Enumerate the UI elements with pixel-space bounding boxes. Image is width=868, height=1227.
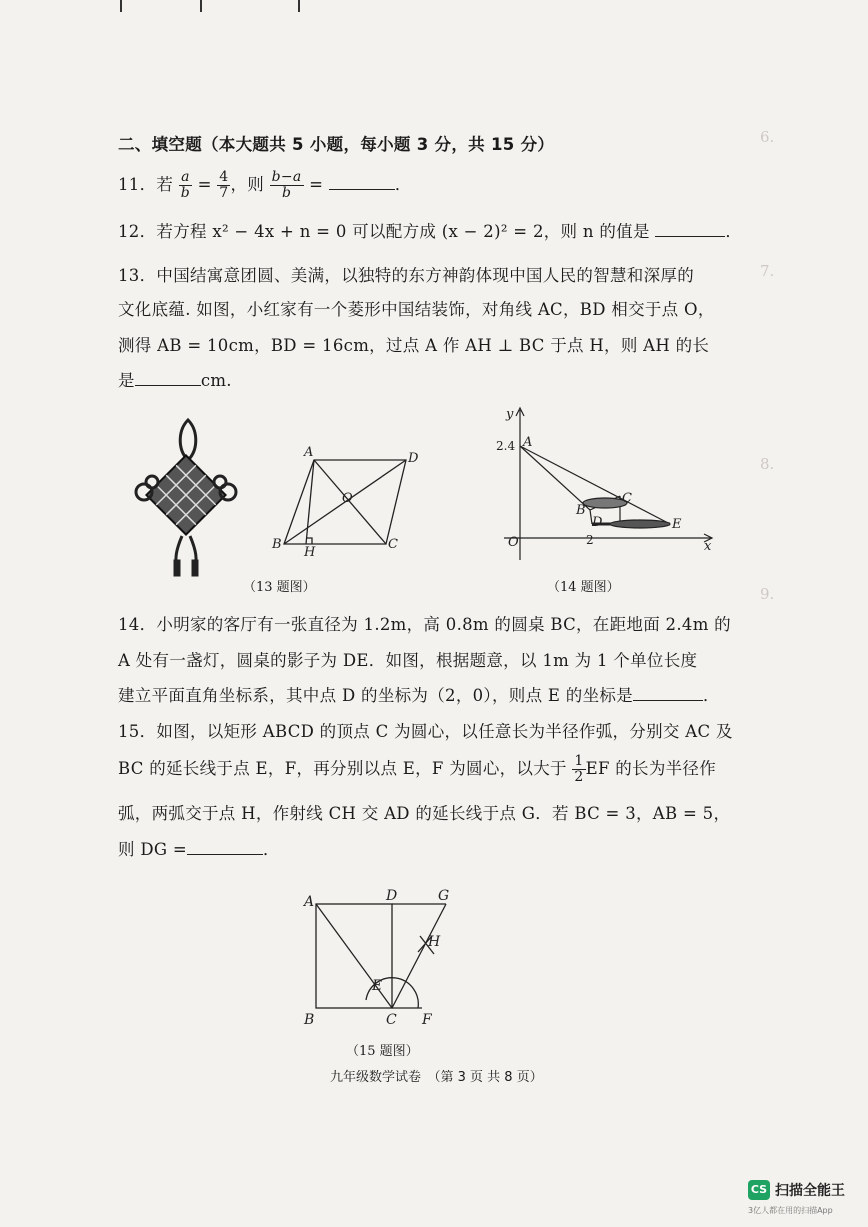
x-tick-label: 2 (586, 533, 594, 547)
chinese-knot-icon (136, 420, 236, 576)
answer-blank-13[interactable] (135, 369, 201, 386)
point-label-H: H (304, 545, 316, 560)
question-13-line-1: 13．中国结寓意团圆、美满，以独特的东方神韵体现中国人民的智慧和深厚的 (118, 266, 694, 285)
axis-label-y: y (506, 407, 514, 422)
point-label-F: F (422, 1012, 432, 1028)
point-label-B: B (272, 537, 282, 552)
scanner-watermark (748, 1178, 860, 1218)
fraction-4-over-7: $\frac{4}{7}$ (219, 169, 229, 201)
figure-15 (296, 884, 476, 1034)
point-label-D: D (408, 451, 418, 466)
figure-15-caption: （15 题图） (346, 1044, 419, 1059)
figure-13-caption: （13 题图） (243, 580, 316, 595)
page-footer: 九年级数学试卷 （第 3 页 共 8 页） (330, 1070, 543, 1085)
point-label-D: D (386, 888, 398, 904)
question-15-line-3: 弧，两弧交于点 H，作射线 CH 交 AD 的延长线于点 G．若 BC = 3，AB = 5， (118, 804, 731, 823)
bleed-through-text: 9. (760, 585, 775, 603)
question-14-line-1: 14．小明家的客厅有一张直径为 1.2m，高 0.8m 的圆桌 BC，在距地面 2.4m 的 (118, 615, 731, 634)
point-label-E: E (672, 517, 682, 532)
answer-blank-11[interactable] (329, 173, 395, 190)
figure-13 (128, 410, 418, 590)
figure-14-caption: （14 题图） (547, 580, 620, 595)
fraction-one-half: $\frac{1}{2}$ (574, 753, 584, 785)
point-label-O: O (508, 535, 519, 550)
fraction-a-over-b: $\frac{a}{b}$ (180, 169, 191, 201)
point-label-E: E (372, 978, 383, 994)
watermark-tagline: 3亿人都在用的扫描App (748, 1206, 833, 1215)
point-label-C: C (622, 491, 632, 506)
section-title: 二、填空题（本大题共 5 小题，每小题 3 分，共 15 分） (118, 135, 555, 154)
point-label-C: C (386, 1012, 397, 1028)
point-label-G: G (438, 888, 450, 904)
bleed-through-text: 7. (760, 262, 775, 280)
axis-label-x: x (704, 539, 712, 554)
question-13-line-4: 是 cm. (118, 371, 232, 390)
point-label-A: A (304, 445, 314, 460)
fraction-b-minus-a-over-b: $\frac{b-a}{b}$ (271, 169, 302, 201)
answer-blank-14[interactable] (633, 684, 703, 701)
question-11: 11．若 $\frac{a}{b}$ = $\frac{4}{7}$ ，则 $\frac{b-a}{b}$ = ． (118, 169, 412, 201)
question-14-line-3: 建立平面直角坐标系，其中点 D 的坐标为（2，0），则点 E 的坐标是 ． (118, 686, 720, 705)
point-label-D: D (592, 515, 603, 530)
top-binding-marks (120, 0, 320, 20)
y-tick-label: 2.4 (496, 439, 516, 453)
question-15-line-4: 则 DG = ． (118, 840, 280, 859)
camscanner-logo-icon: CS (748, 1180, 770, 1200)
question-15-line-1: 15．如图，以矩形 ABCD 的顶点 C 为圆心，以任意长为半径作弧，分别交 AC 及 (118, 722, 733, 741)
question-12: 12．若方程 x² − 4x + n = 0 可以配方成 (x − 2)² = 2，则 n 的值是 ． (118, 222, 743, 241)
question-15-line-2: BC 的延长线于点 E，F，再分别以点 E，F 为圆心，以大于 $\frac{1}{2}$ EF 的长为半径作 (118, 753, 717, 785)
bleed-through-text: 8. (760, 455, 775, 473)
watermark-brand: 扫描全能王 (775, 1183, 845, 1199)
point-label-B: B (304, 1012, 315, 1028)
point-label-B: B (576, 503, 586, 518)
figure-14 (490, 400, 720, 570)
question-14-line-2: A 处有一盏灯，圆桌的影子为 DE．如图，根据题意，以 1m 为 1 个单位长度 (118, 651, 698, 670)
answer-blank-15[interactable] (187, 838, 263, 855)
question-13-line-3: 测得 AB = 10cm，BD = 16cm，过点 A 作 AH ⊥ BC 于点 H，则 AH 的长 (118, 336, 710, 355)
point-label-A: A (523, 435, 533, 450)
point-label-O: O (342, 491, 353, 506)
question-13-line-2: 文化底蕴. 如图，小红家有一个菱形中国结装饰，对角线 AC，BD 相交于点 O， (118, 300, 715, 319)
point-label-A: A (304, 894, 315, 910)
point-label-C: C (388, 537, 398, 552)
bleed-through-text: 6. (760, 128, 775, 146)
answer-blank-12[interactable] (655, 220, 725, 237)
point-label-H: H (428, 934, 441, 950)
